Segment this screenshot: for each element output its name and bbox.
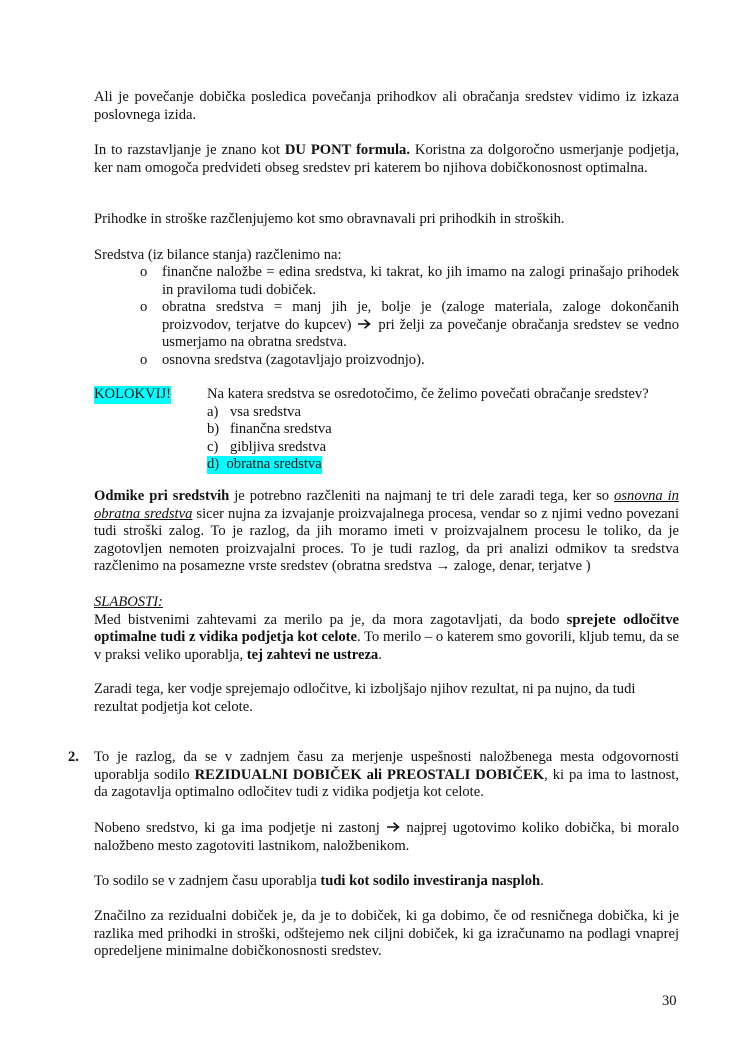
option-text: obratna sredstva [226,456,322,473]
paragraph-assets-intro: Sredstva (iz bilance stanja) razčlenimo na: [94,247,342,263]
option-text: vsa sredstva [230,403,301,420]
option-text: gibljiva sredstva [230,438,327,455]
paragraph-du-pont [94,142,679,177]
section-number: 2. [68,749,79,765]
text: To je razlog, da se v zadnjem času za merjenje uspešnosti naložbenega mesta odgovornosti uporablja sodilo [94,749,679,783]
list-item-text: osnovna sredstva (zagotavljajo proizvodnjo). [162,351,425,368]
text: najprej ugotovimo koliko dobička, bi moralo naložbeno mesto zagotoviti lastnikom, naložbenikom. [94,820,680,854]
paragraph-rezidualni [94,749,679,802]
paragraph-profit-increase: Ali je povečanje dobička posledica povečanja prihodkov ali obračanja sredstev vidimo iz izkaza poslovnega izida. [94,89,679,123]
list-item [94,264,679,299]
list-item-text: obratna sredstva = manj jih je, bolje je (zaloge materiala, zaloge dokončanih proizvodov, terjatve do kupcev) [162,299,679,333]
slabosti-heading: SLABOSTI: [94,594,163,610]
text: . [378,646,382,663]
text: je potrebno razčleniti na najmanj te tri dele zaradi tega, ker so [229,488,615,504]
answer-option [207,439,687,457]
odmiki-term: Odmike pri sredstvih [94,488,230,504]
emphasis: osnovna in obratna sredstva [94,488,679,522]
answer-option-correct [207,456,687,474]
option-letter: c) [207,438,219,455]
arrow-right-icon [387,822,400,832]
option-text: finančna sredstva [230,421,332,438]
list-item-text: finančne naložbe = edina sredstva, ki takrat, ko jih imamo na zalogi prinašajo prihodek in praviloma tudi dobiček. [162,264,679,298]
text: Koristna za dolgoročno usmerjanje podjetja, ker nam omogoča predvideti obseg sredstev pri katerem bo njihova dobičkonosnost optimalna. [94,142,679,176]
list-item [94,299,679,352]
option-letter: a) [207,403,219,420]
paragraph-zaradi-tega: Zaradi tega, ker vodje sprejemajo odločitve, ki izboljšajo njihov rezultat, ni pa nujno, da tudi rezultat podjetja kot celote. [94,681,636,715]
list-item [94,352,679,370]
bullet-icon: o [140,299,148,316]
slabosti-section [94,594,679,664]
du-pont-term: DU PONT formula. [284,142,410,158]
arrow-right-icon [358,319,371,329]
text: , ki pa ima to lastnost, da zagotavlja optimalno odločitev tudi z vidika podjetja kot celote. [94,766,679,801]
text: sicer nujna za izvajanje proizvajalnega procesa, vendar so z njimi vedno povezani tudi stroški zalog. To je razlog, da jih moramo imeti v proizvajalnem procesu le toliko, da je zagotovljen nemoten proizvajalni proces. To je tudi razlog, da pri analizi odmikov ta sredstva razčlenimo na posamezne vrste sredstev (obratna sredstva → zaloge, denar, terjatve ) [94,505,679,575]
paragraph-slabosti [94,612,679,665]
option-letter: d) [207,456,220,473]
text: To sodilo se v zadnjem času uporablja [94,873,321,889]
asset-types-list [94,264,679,370]
text: Nobeno sredstvo, ki ga ima podjetje ni zastonj [94,820,380,836]
emphasis: tudi kot sodilo investiranja nasploh [320,873,541,889]
paragraph-nobeno-sredstvo [94,820,679,855]
page-number: 30 [662,993,677,1009]
text: . To merilo – o katerem smo govorili, kljub temu, da se v praksi veliko uporablja, [94,629,679,663]
paragraph-investiranje [94,873,679,891]
answer-option [207,404,687,422]
emphasis: sprejete odločitve optimalne tudi z vidika podjetja kot celote [94,611,680,646]
emphasis: tej zahtevi ne ustreza [246,646,379,663]
answer-option [207,421,687,439]
text: In to razstavljanje je znano kot [94,142,285,158]
option-letter: b) [207,421,220,438]
bullet-icon: o [140,264,148,280]
paragraph-odmiki [94,488,679,576]
paragraph-revenue-costs: Prihodke in stroške razčlenjujemo kot smo obravnavali pri prihodkih in stroških. [94,211,565,227]
answer-options [207,404,687,474]
kolokvij-question-block [207,386,687,474]
text: . [540,873,544,889]
bullet-icon: o [140,351,148,368]
rezidualni-term: REZIDUALNI DOBIČEK ali PREOSTALI DOBIČEK [194,766,545,783]
list-item-text: pri želji za povečanje obračanja sredstev se vedno usmerjamo na obratna sredstva. [162,316,680,351]
text: Med bistvenimi zahtevami za merilo pa je, da mora zagotavljati, da bodo [94,611,567,628]
option-highlight [207,456,322,474]
kolokvij-question: Na katera sredstva se osredotočimo, če želimo povečati obračanje sredstev? [207,386,649,402]
kolokvij-label: KOLOKVIJ! [94,386,172,402]
paragraph-znacilno: Značilno za rezidualni dobiček je, da je to dobiček, ki ga dobimo, če od resničnega dobička, ki je razlika med prihodki in stroški, odštejemo nek ciljni dobiček, ki ga izračunamo na podlagi vnaprej opredeljene minimalne dobičkonosnosti sredstev. [94,908,679,960]
